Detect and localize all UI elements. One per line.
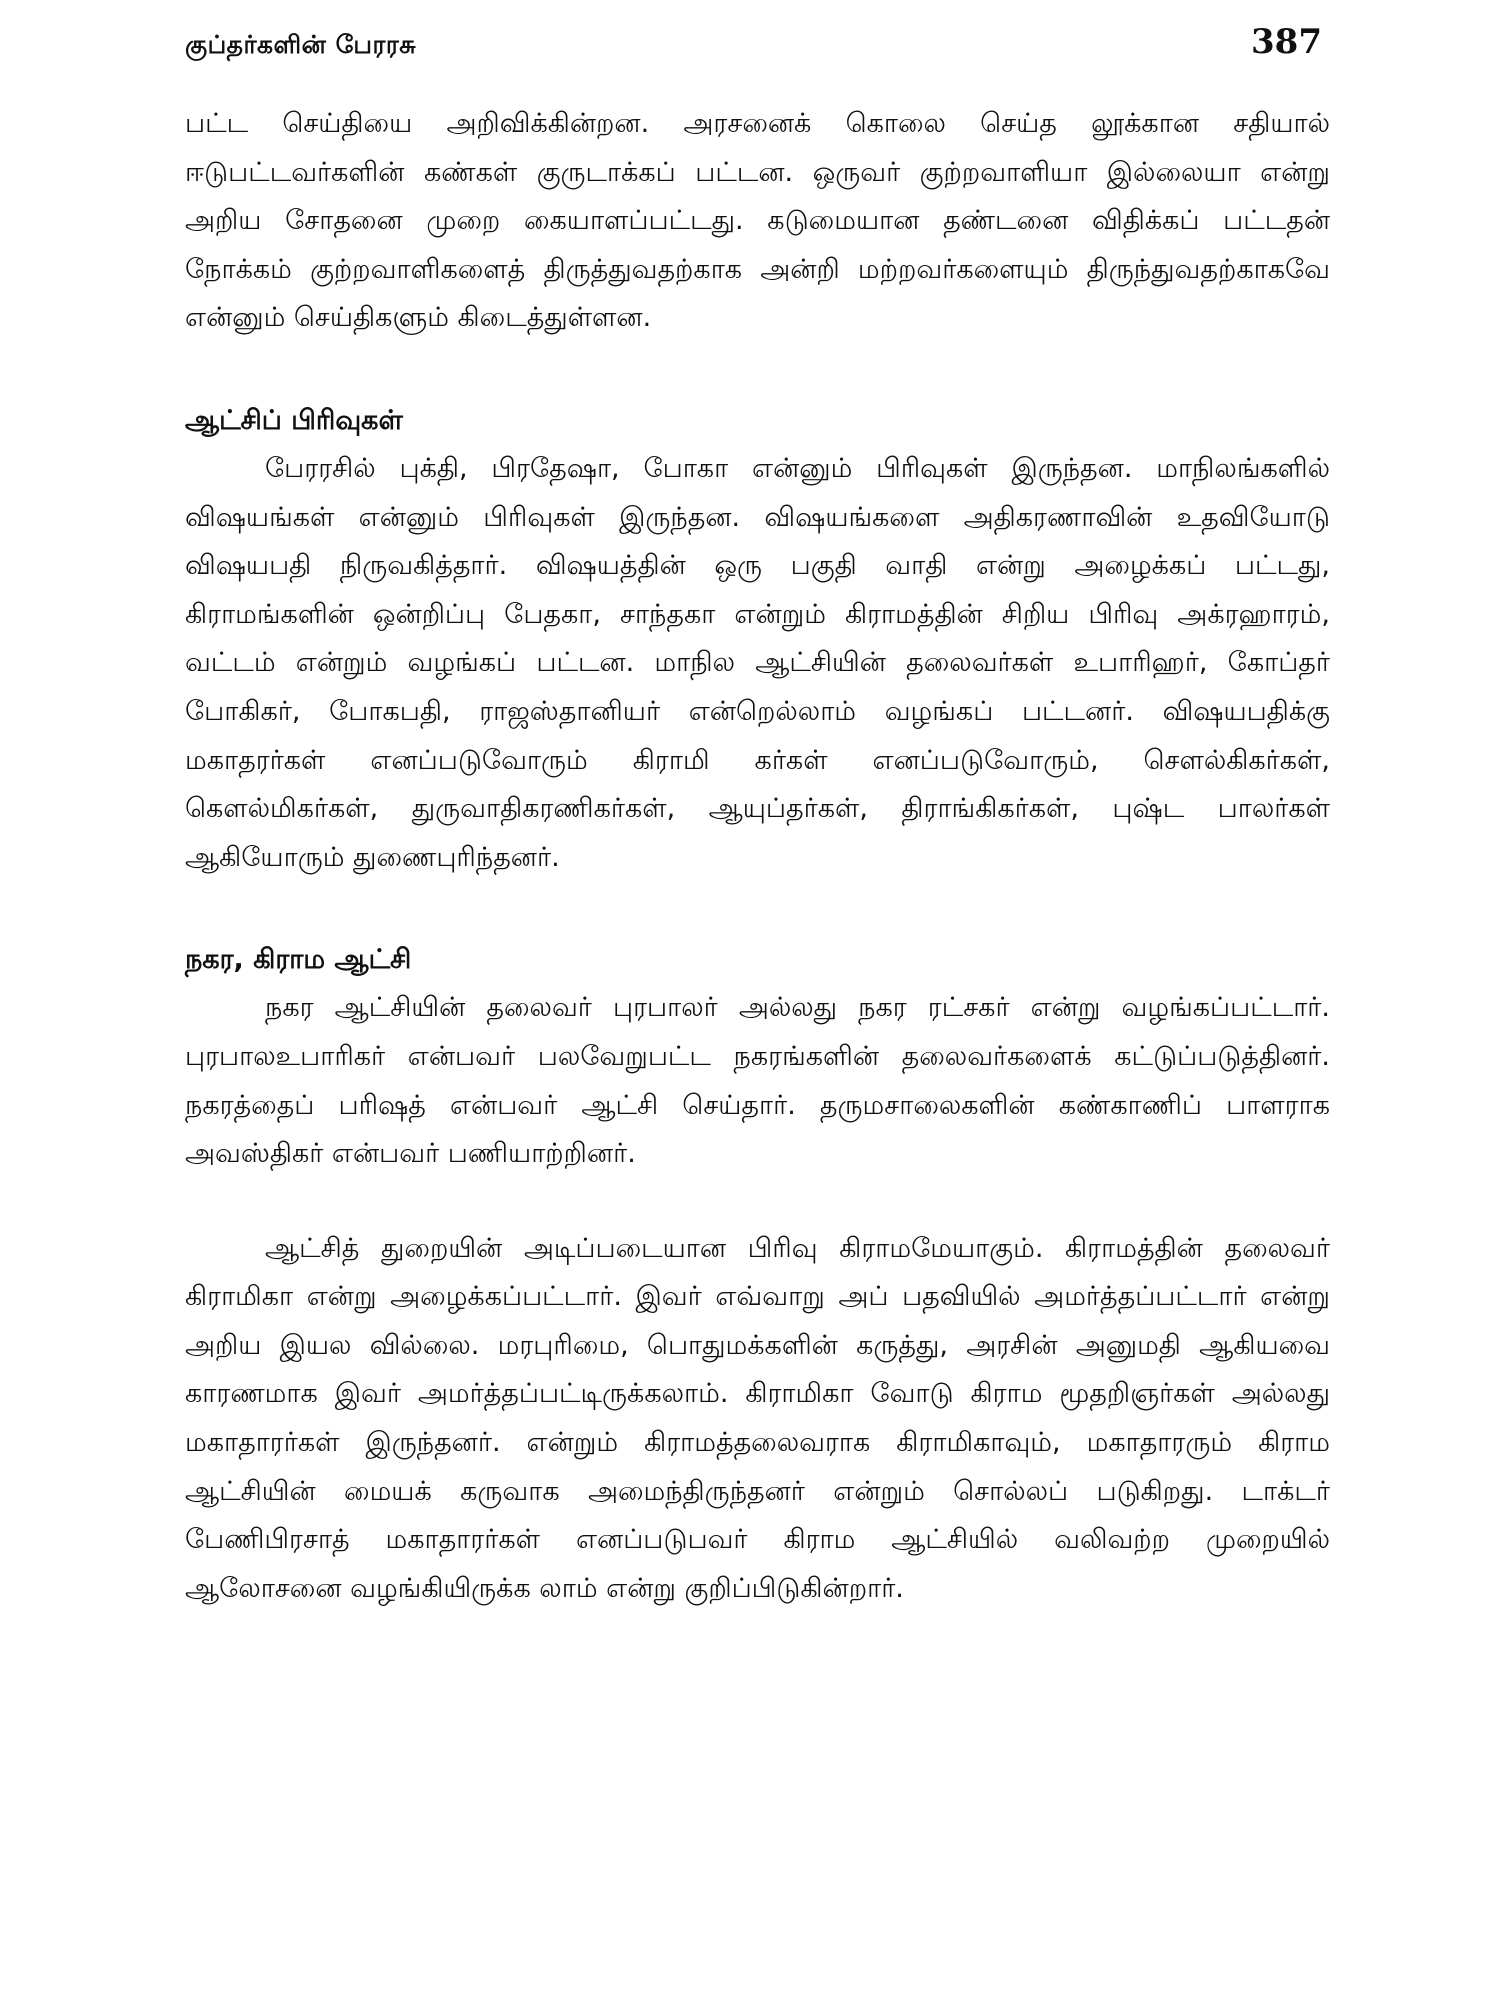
section-heading-divisions: ஆட்சிப் பிரிவுகள்: [185, 404, 403, 436]
section-divisions: [185, 397, 1330, 882]
book-page: [185, 22, 1330, 1982]
running-head: [185, 22, 1330, 100]
city-paragraph: நகர ஆட்சியின் தலைவர் புரபாலர் அல்லது நகர ரட்சகர் என்று வழங்கப்பட்டார். புரபாலஉபாரிகர் என்பவர் பலவேறுபட்ட நகரங்களின் தலைவர்களைக் கட்டுப்படுத்தினர். நகரத்தைப் பரிஷத் என்பவர் ஆட்சி செய்தார். தருமசாலைகளின் கண்காணிப் பாளராக அவஸ்திகர் என்பவர் பணியாற்றினர்.: [185, 992, 1330, 1170]
section-city-village: [185, 936, 1330, 1613]
chapter-title: குப்தர்களின் பேரரசு: [185, 30, 417, 59]
village-paragraph: ஆட்சித் துறையின் அடிப்படையான பிரிவு கிராமமேயாகும். கிராமத்தின் தலைவர் கிராமிகா என்று அழைக்கப்பட்டார். இவர் எவ்வாறு அப் பதவியில் அமர்த்தப்பட்டார் என்று அறிய இயல வில்லை. மரபுரிமை, பொதுமக்களின் கருத்து, அரசின் அனுமதி ஆகியவை காரணமாக இவர் அமர்த்தப்பட்டிருக்கலாம். கிராமிகா வோடு கிராம மூதறிஞர்கள் அல்லது மகாதாரர்கள் இருந்தனர். என்றும் கிராமத்தலைவராக கிராமிகாவும், மகாதாரரும் கிராம ஆட்சியின் மையக் கருவாக அமைந்திருந்தனர் என்றும் சொல்லப் படுகிறது. டாக்டர் பேணிபிரசாத் மகாதாரர்கள் எனப்படுபவர் கிராம ஆட்சியில் வலிவற்ற முறையில் ஆலோசனை வழங்கியிருக்க லாம் என்று குறிப்பிடுகின்றார்.: [185, 1232, 1330, 1604]
opening-paragraph: பட்ட செய்தியை அறிவிக்கின்றன. அரசனைக் கொலை செய்த லூக்கான சதியால் ஈடுபட்டவர்களின் கண்கள் குருடாக்கப் பட்டன. ஒருவர் குற்றவாளியா இல்லையா என்று அறிய சோதனை முறை கையாளப்பட்டது. கடுமையான தண்டனை விதிக்கப் பட்டதன் நோக்கம் குற்றவாளிகளைத் திருத்துவதற்காக அன்றி மற்றவர்களையும் திருந்துவதற்காகவே என்னும் செய்திகளும் கிடைத்துள்ளன.: [185, 108, 1330, 334]
divisions-paragraph: பேரரசில் புக்தி, பிரதேஷா, போகா என்னும் பிரிவுகள் இருந்தன. மாநிலங்களில் விஷயங்கள் என்னும் பிரிவுகள் இருந்தன. விஷயங்களை அதிகரணாவின் உதவியோடு விஷயபதி நிருவகித்தார். விஷயத்தின் ஒரு பகுதி வாதி என்று அழைக்கப் பட்டது, கிராமங்களின் ஒன்றிப்பு பேதகா, சாந்தகா என்றும் கிராமத்தின் சிறிய பிரிவு அக்ரஹாரம், வட்டம் என்றும் வழங்கப் பட்டன. மாநில ஆட்சியின் தலைவர்கள் உபாரிஹர், கோப்தர் போகிகர், போகபதி, ராஜஸ்தானியர் என்றெல்லாம் வழங்கப் பட்டனர். விஷயபதிக்கு மகாதரர்கள் எனப்படுவோரும் கிராமி கர்கள் எனப்படுவோரும், சௌல்கிகர்கள், கௌல்மிகர்கள், துருவாதிகரணிகர்கள், ஆயுப்தர்கள், திராங்கிகர்கள், புஷ்ட பாலர்கள் ஆகியோரும் துணைபுரிந்தனர்.: [185, 452, 1330, 873]
page-number: 387: [1251, 22, 1322, 62]
section-heading-city-village: நகர, கிராம ஆட்சி: [185, 944, 412, 976]
